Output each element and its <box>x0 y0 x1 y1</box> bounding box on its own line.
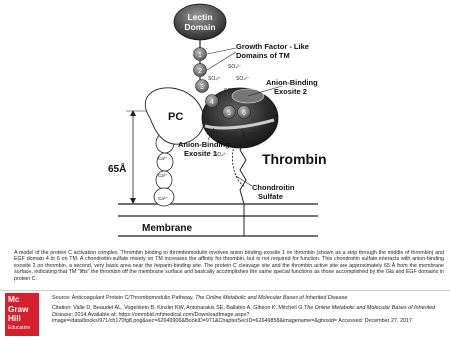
svg-text:Ca²⁺: Ca²⁺ <box>158 156 168 161</box>
egf-number-6: 6 <box>242 110 246 117</box>
svg-text:Sulfate: Sulfate <box>258 192 284 201</box>
membrane-label: Membrane <box>142 223 193 234</box>
divider <box>0 290 450 291</box>
egf-number-3: 3 <box>200 84 204 91</box>
membrane <box>118 204 318 236</box>
egf-number-4: 4 <box>210 99 214 106</box>
chondroitin-label <box>252 183 295 201</box>
figure-caption: A model of the protein C activation complex. Thrombin binding to thrombomodulin involves anion binding exosite 1 on thrombin (shown as a strip through the middle of thrombin) and EGF domain 4 to 6 on TM. A chondroitin-sulfate moiety on TM increases the affinity for thrombin, but is not required for function. This chondroitin sulfate interacts with anion-binding exosite 2 on thrombin, a second, very basic area near the heparin-binding site. The protein C cleavage site and the thrombin active site are approximately 65 Å from the membrane surface, indicating that TM "lifts" the thrombin off the membrane surface and basically accomplishes the same special functions as those accomplished by the Gla and EGF domains in protein C. <box>14 250 444 282</box>
svg-text:Exosite 1: Exosite 1 <box>184 149 217 158</box>
source-line: Source: Anticoagulant Protein C/Thrombomodulin Pathway, The Online Metabolic and Molecular Bases of Inherited Disease <box>52 295 348 301</box>
svg-text:SO₄²⁻: SO₄²⁻ <box>208 76 222 82</box>
svg-text:Anion-Binding: Anion-Binding <box>178 140 230 149</box>
svg-text:SO₄²⁻: SO₄²⁻ <box>228 64 242 70</box>
egf-number-5: 5 <box>227 110 231 117</box>
svg-text:SO₄²⁻: SO₄²⁻ <box>224 88 238 94</box>
svg-text:Domains of TM: Domains of TM <box>236 51 290 60</box>
lectin-label-line2: Domain <box>184 22 216 32</box>
distance-label: 65Å <box>108 164 127 175</box>
citation-text: Citation: Valle D, Beaudet AL, Vogelstein B, Kinzler KW, Antonarakis SE, Ballabio A, Gibson K, Mitchell G The Online Metabolic and Molecular Bases of Inherited Disease; 2014 Available at: https://ommbid.mhmedical.com/DownloadImage.aspx?image=/data/books/971/ch170fg8.png&sec=62649906&BookID=971&ChapterSecID=62649858&imagename=&gbosid= Accessed: December 27, 2017 <box>52 305 436 325</box>
lectin-label-line1: Lectin <box>187 12 213 22</box>
egf-number-1: 1 <box>198 52 202 59</box>
svg-text:Exosite 2: Exosite 2 <box>274 87 307 96</box>
svg-text:Anion-Binding: Anion-Binding <box>266 78 318 87</box>
svg-text:Ca²⁺: Ca²⁺ <box>158 173 168 178</box>
svg-text:Chondroitin: Chondroitin <box>252 183 295 192</box>
growth-factor-label <box>236 42 309 60</box>
exosite-2-label <box>266 78 318 96</box>
svg-text:SO₄²⁻: SO₄²⁻ <box>236 76 250 82</box>
svg-text:Growth Factor - Like: Growth Factor - Like <box>236 42 309 51</box>
svg-text:Ca²⁺: Ca²⁺ <box>158 196 168 201</box>
publisher-logo: Mc Graw Hill Education <box>5 293 39 336</box>
distance-marker <box>108 110 150 204</box>
thrombin-label: Thrombin <box>262 151 327 167</box>
pc-label: PC <box>168 111 184 123</box>
egf-number-2: 2 <box>198 68 202 75</box>
svg-text:SO₄²⁻: SO₄²⁻ <box>214 152 228 158</box>
